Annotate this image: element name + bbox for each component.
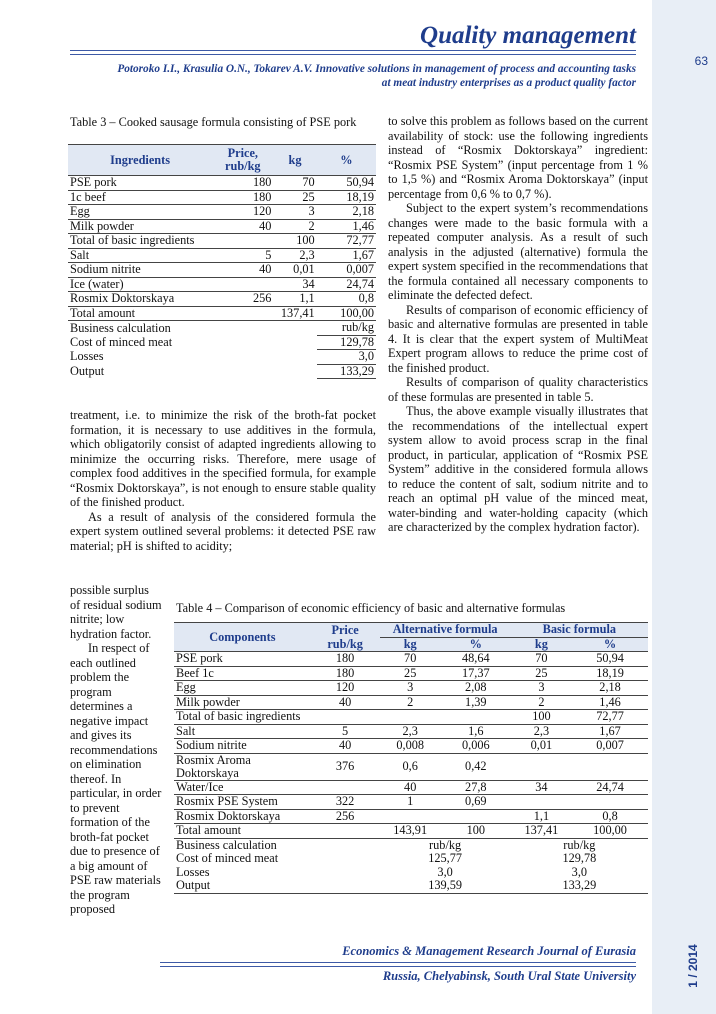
table-cell: Egg <box>174 681 311 696</box>
calc-row <box>68 350 376 365</box>
table4-header-basic: Basic formula <box>511 623 648 638</box>
table-cell: Milk powder <box>68 219 212 234</box>
table-cell: 376 <box>311 753 380 780</box>
table-cell: 120 <box>212 205 273 220</box>
table-cell: Total amount <box>174 824 311 839</box>
table3-header-pct: % <box>317 145 376 176</box>
table-row <box>174 652 648 667</box>
table-cell: 2,18 <box>317 205 376 220</box>
table-cell: 25 <box>511 666 572 681</box>
table-cell <box>212 234 273 249</box>
table-cell: 40 <box>311 695 380 710</box>
page-number: 63 <box>694 54 708 68</box>
table-row <box>174 724 648 739</box>
table-cell: 3 <box>511 681 572 696</box>
table4-header-alt-pct: % <box>441 637 511 652</box>
table-row <box>174 710 648 725</box>
calc-label: Losses <box>70 349 104 364</box>
calc-row <box>174 866 648 880</box>
header-rule <box>70 50 636 51</box>
table-cell: 1,46 <box>317 219 376 234</box>
paragraph: In respect of each outlined problem the program determines a negative impact and gives its recommendations on elimination thereof. In particular, in order to prevent formation of the broth-fat pocket due to presence of a big amount of PSE raw materials the program proposed <box>70 641 162 916</box>
table-cell: 100,00 <box>572 824 648 839</box>
paragraph: treatment, i.e. to minimize the risk of the broth-fat pocket formation, it is necessary to use additives in the formula, which obligatorily consist of adapted ingredients allowing to minimize the occurring risks. Therefore, mere usage of complex food additives in the specified formula, for example “Rosmix Doktorskaya”, is not enough to ensure stable quality of the finished product. <box>70 408 376 509</box>
calc-label: Output <box>174 879 380 893</box>
calc-value-basic: 133,29 <box>511 879 648 893</box>
table3-header-price: Price, rub/kg <box>212 145 273 176</box>
calc-label: Cost of minced meat <box>70 334 173 349</box>
calc-label: Losses <box>176 864 210 879</box>
calc-value-basic: 3,0 <box>571 864 588 879</box>
table-cell: 100,00 <box>317 306 376 321</box>
table-cell: 48,64 <box>441 652 511 667</box>
paragraph: Results of comparison of quality characteristics of these formulas are presented in table 5. <box>388 375 648 404</box>
paragraph: Subject to the expert system’s recommendations changes were made to the basic formula with a repeated computer analysis. As a result of such analysis in the adjusted (alternative) formula the expert system specified in the recommendations that the formula contained all necessary components to eliminate the defected defect. <box>388 201 648 302</box>
running-head-line1: Potoroko I.I., Krasulia O.N., Tokarev A.V. Innovative solutions in management of process and accounting tasks <box>117 63 636 75</box>
table-row <box>68 234 376 249</box>
table-row <box>68 176 376 191</box>
table-row <box>68 205 376 220</box>
calc-row <box>68 321 376 336</box>
table-row <box>68 306 376 321</box>
table-cell: 24,74 <box>317 277 376 292</box>
table-cell: 5 <box>212 248 273 263</box>
calc-row <box>68 335 376 350</box>
paragraph: possible surplus of residual sodium nitrite; low hydration factor. <box>70 583 162 641</box>
table-cell: 1,1 <box>273 292 316 307</box>
table-cell: Rosmix Aroma Doktorskaya <box>174 753 311 780</box>
journal-name: Economics & Management Research Journal of Eurasia <box>342 944 636 958</box>
table-cell: 70 <box>380 652 441 667</box>
table-cell: 27,8 <box>441 780 511 795</box>
table-row <box>174 795 648 810</box>
paragraph: Results of comparison of economic efficiency of basic and alternative formulas are presented in table 4. It is clear that the expert system of MultiMeat Expert program allows to reduce the prime cost of the finished product. <box>388 302 648 375</box>
footer-rule-thin <box>160 966 636 967</box>
calc-label: Cost of minced meat <box>176 851 279 866</box>
table-cell: 0,01 <box>273 263 316 278</box>
calc-value-basic: 129,78 <box>562 851 597 866</box>
table-cell <box>441 809 511 824</box>
table-cell: 34 <box>511 780 572 795</box>
table-row <box>68 263 376 278</box>
table-cell <box>311 824 380 839</box>
table-cell <box>511 753 572 780</box>
table-cell: PSE pork <box>174 652 311 667</box>
table-cell: 34 <box>273 277 316 292</box>
table4-caption: Table 4 – Comparison of economic efficiency of basic and alternative formulas <box>176 601 566 615</box>
table-cell <box>212 277 273 292</box>
footer-rule <box>160 962 636 963</box>
calc-value-alt: 3,0 <box>437 864 453 879</box>
calc-row <box>174 838 648 852</box>
table-row <box>174 681 648 696</box>
section-title: Quality management <box>420 22 636 49</box>
table-cell: 137,41 <box>511 824 572 839</box>
table-cell: 72,77 <box>317 234 376 249</box>
paragraph: As a result of analysis of the considered formula the expert system outlined several problems: it detected PSE raw material; pH is shifted to acidity; <box>70 509 376 553</box>
table-cell: 143,91 <box>380 824 441 839</box>
calc-row <box>174 879 648 893</box>
table-row <box>68 277 376 292</box>
table-cell: 1,67 <box>572 724 648 739</box>
table-cell: 1,6 <box>441 724 511 739</box>
table3-caption: Table 3 – Cooked sausage formula consisting of PSE pork <box>70 115 357 129</box>
table-cell: 70 <box>511 652 572 667</box>
calc-value-alt: 139,59 <box>380 879 511 893</box>
table-cell: 17,37 <box>441 666 511 681</box>
table-cell: 2,18 <box>572 681 648 696</box>
table-cell: 0,007 <box>572 739 648 754</box>
running-head-line2: at meat industry enterprises as a product quality factor <box>381 77 636 89</box>
table4-header-price-unit: rub/kg <box>311 637 380 652</box>
table-cell: 0,6 <box>380 753 441 780</box>
table-row <box>174 739 648 754</box>
table-cell: Rosmix Doktorskaya <box>68 292 212 307</box>
left-column-text <box>70 408 376 553</box>
side-strip <box>652 0 716 1014</box>
table-cell <box>511 795 572 810</box>
paragraph: Thus, the above example visually illustrates that the recommendations of the intellectual expert system allow to avoid process scrap in the final product, in particular, application of “Rosmix PSE System” additive in the considered formula allows to reduce the content of salt, sodium nitrite and to reach an optimal pH value of the minced meat, water-binding and water-holding capacity (which are characterized by the complex hydration factor). <box>388 404 648 534</box>
table-cell: 2 <box>273 219 316 234</box>
table-cell: 0,01 <box>511 739 572 754</box>
calc-row <box>68 364 376 379</box>
table-cell <box>441 710 511 725</box>
table-cell <box>311 780 380 795</box>
table-cell: 0,8 <box>572 809 648 824</box>
table-cell: 0,8 <box>317 292 376 307</box>
table-cell: 2,3 <box>380 724 441 739</box>
table-cell: Ice (water) <box>68 277 212 292</box>
table-row <box>174 824 648 839</box>
table-cell: 322 <box>311 795 380 810</box>
table-cell: 180 <box>311 652 380 667</box>
table-cell: 2,3 <box>511 724 572 739</box>
table-cell <box>380 710 441 725</box>
table-cell: 3 <box>273 205 316 220</box>
table-cell: 3 <box>380 681 441 696</box>
table-cell: 180 <box>212 190 273 205</box>
calc-label: Business calculation <box>70 320 171 335</box>
table-row <box>174 695 648 710</box>
right-column-text <box>388 114 648 535</box>
table-cell: Salt <box>174 724 311 739</box>
table4-header-price: Price <box>311 623 380 638</box>
table-cell: 50,94 <box>572 652 648 667</box>
table-cell: 1,46 <box>572 695 648 710</box>
table3-header-kg: kg <box>273 145 316 176</box>
table3 <box>68 144 376 379</box>
table-cell: 25 <box>273 190 316 205</box>
table-cell: 180 <box>311 666 380 681</box>
table-cell: Sodium nitrite <box>174 739 311 754</box>
table-row <box>174 666 648 681</box>
table-cell: 1c beef <box>68 190 212 205</box>
issue-label: 1 / 2014 <box>686 944 700 988</box>
table-cell: 1 <box>380 795 441 810</box>
table-cell: 18,19 <box>317 190 376 205</box>
calc-row <box>174 852 648 866</box>
table-cell: 100 <box>511 710 572 725</box>
table-cell <box>572 753 648 780</box>
table-cell: 0,42 <box>441 753 511 780</box>
table-cell: 50,94 <box>317 176 376 191</box>
calc-value: 129,78 <box>317 335 376 350</box>
left-narrow-text <box>70 583 162 917</box>
table-cell: Total of basic ingredients <box>68 234 212 249</box>
table4-header-alternative: Alternative formula <box>380 623 511 638</box>
table-cell <box>380 809 441 824</box>
table-cell: 137,41 <box>273 306 316 321</box>
table4-header-basic-pct: % <box>572 637 648 652</box>
table-cell: 24,74 <box>572 780 648 795</box>
table-cell: 180 <box>212 176 273 191</box>
table-cell: 40 <box>212 263 273 278</box>
table-cell: Milk powder <box>174 695 311 710</box>
table-cell: 2 <box>511 695 572 710</box>
calc-value-alt: rub/kg <box>429 837 462 852</box>
table4-header-basic-kg: kg <box>511 637 572 652</box>
table-cell: 40 <box>212 219 273 234</box>
table4-header-components: Components <box>174 623 311 652</box>
table-cell: Beef 1c <box>174 666 311 681</box>
table-cell: 25 <box>380 666 441 681</box>
calc-label: Output <box>70 363 105 378</box>
table-cell: 40 <box>311 739 380 754</box>
table-cell: 72,77 <box>572 710 648 725</box>
table-cell: Egg <box>68 205 212 220</box>
table-cell: Sodium nitrite <box>68 263 212 278</box>
table-cell: 100 <box>273 234 316 249</box>
calc-value-alt: 125,77 <box>428 851 463 866</box>
table-row <box>68 219 376 234</box>
table-cell: 1,1 <box>511 809 572 824</box>
paragraph: to solve this problem as follows based on the current availability of stock: use the following ingredients instead of “Rosmix Doktorskaya” ingredient: “Rosmix PSE System” (input percentage from 1 % to 1,5 %) and “Rosmix Aroma Doktorskaya” (input percentage from 0,6 % to 0,7 %). <box>388 114 648 201</box>
table-cell: 40 <box>380 780 441 795</box>
university-name: Russia, Chelyabinsk, South Ural State University <box>382 969 636 983</box>
table-cell: Total amount <box>68 306 212 321</box>
table-cell: Water/Ice <box>174 780 311 795</box>
table-cell: 18,19 <box>572 666 648 681</box>
table-cell: PSE pork <box>68 176 212 191</box>
table3-header-ingredients: Ingredients <box>68 145 212 176</box>
running-head <box>36 62 636 90</box>
table4-header-alt-kg: kg <box>380 637 441 652</box>
table-cell: 1,67 <box>317 248 376 263</box>
table-cell <box>572 795 648 810</box>
table-cell: 2 <box>380 695 441 710</box>
table-cell: Total of basic ingredients <box>174 710 311 725</box>
table-row <box>68 248 376 263</box>
calc-value: rub/kg <box>317 321 376 336</box>
calc-value-basic: rub/kg <box>563 837 596 852</box>
table-row <box>174 753 648 780</box>
table-cell: 0,008 <box>380 739 441 754</box>
calc-label: Business calculation <box>176 837 277 852</box>
table-cell: Salt <box>68 248 212 263</box>
table-cell: 2,3 <box>273 248 316 263</box>
table-cell: 0,007 <box>317 263 376 278</box>
table-cell: 256 <box>212 292 273 307</box>
table-row <box>174 809 648 824</box>
table-cell: Rosmix Doktorskaya <box>174 809 311 824</box>
table-cell: 0,006 <box>441 739 511 754</box>
table4 <box>174 622 648 894</box>
table-cell <box>311 710 380 725</box>
table-row <box>68 190 376 205</box>
table-row <box>68 292 376 307</box>
table-cell: 100 <box>441 824 511 839</box>
table-cell: 2,08 <box>441 681 511 696</box>
calc-value: 133,29 <box>317 364 376 379</box>
header-rule-thin <box>70 54 636 55</box>
table-cell: 0,69 <box>441 795 511 810</box>
calc-value: 3,0 <box>317 350 376 365</box>
table-row <box>174 780 648 795</box>
table-cell: 70 <box>273 176 316 191</box>
table-cell: 5 <box>311 724 380 739</box>
table-cell: Rosmix PSE System <box>174 795 311 810</box>
table-cell: 120 <box>311 681 380 696</box>
table-cell: 1,39 <box>441 695 511 710</box>
table-cell <box>212 306 273 321</box>
table-cell: 256 <box>311 809 380 824</box>
